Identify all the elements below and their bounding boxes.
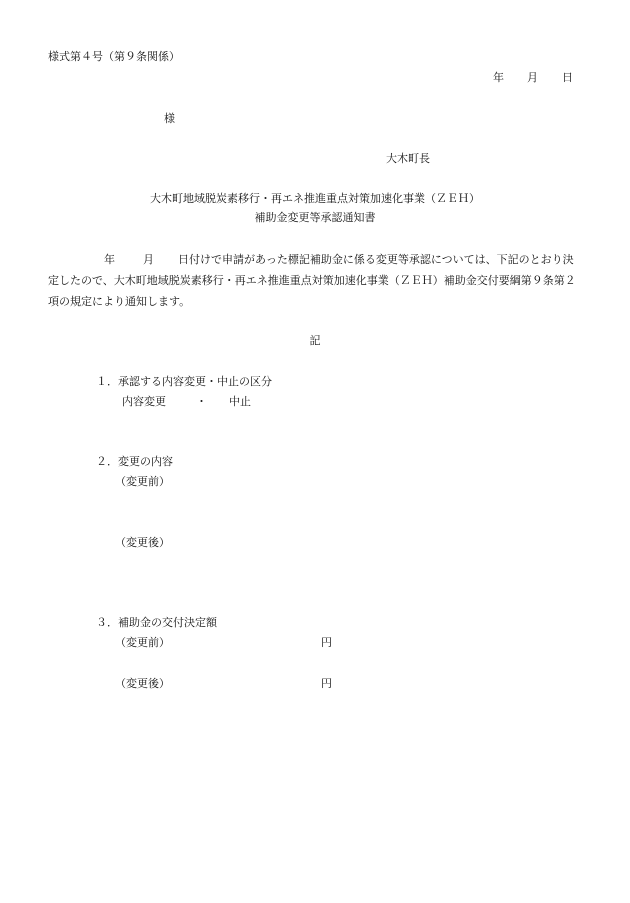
section-2-heading: ２．変更の内容 — [96, 455, 173, 468]
title-line-2: 補助金変更等承認通知書 — [254, 211, 376, 224]
section-3-after-label: （変更後） — [115, 677, 170, 690]
section-2-after-label: （変更後） — [115, 536, 170, 549]
section-3-before-yen: 円 — [321, 636, 332, 649]
section-3-heading: ３．補助金の交付決定額 — [96, 616, 217, 629]
body-month-label: 月 — [143, 253, 154, 266]
section-3-before-label: （変更前） — [115, 636, 170, 649]
title-line-1: 大木町地域脱炭素移行・再エネ推進重点対策加速化事業（ＺＥＨ） — [150, 192, 480, 205]
body-year-label: 年 — [104, 253, 115, 266]
option-separator: ・ — [196, 395, 207, 408]
section-3-after-yen: 円 — [321, 677, 332, 690]
addressee-suffix: 様 — [164, 112, 175, 125]
form-number: 様式第４号（第９条関係） — [48, 50, 180, 63]
body-paragraph — [48, 249, 582, 312]
option-content-change: 内容変更 — [122, 395, 166, 408]
date-day-label: 日 — [562, 71, 573, 84]
date-month-label: 月 — [527, 71, 538, 84]
date-year-label: 年 — [493, 71, 504, 84]
ki-heading: 記 — [309, 334, 321, 347]
option-cancel: 中止 — [229, 395, 251, 408]
section-2-before-label: （変更前） — [115, 475, 170, 488]
issuer: 大木町長 — [386, 152, 430, 165]
section-1-heading: １．承認する内容変更・中止の区分 — [96, 375, 272, 388]
body-text: 日付けで申請があった標記補助金に係る変更等承認については、下記のとおり決定したので、大木町地域脱炭素移行・再エネ推進重点対策加速化事業（ＺＥＨ）補助金交付要綱第９条第２項の規定により通知します。 — [48, 253, 576, 308]
